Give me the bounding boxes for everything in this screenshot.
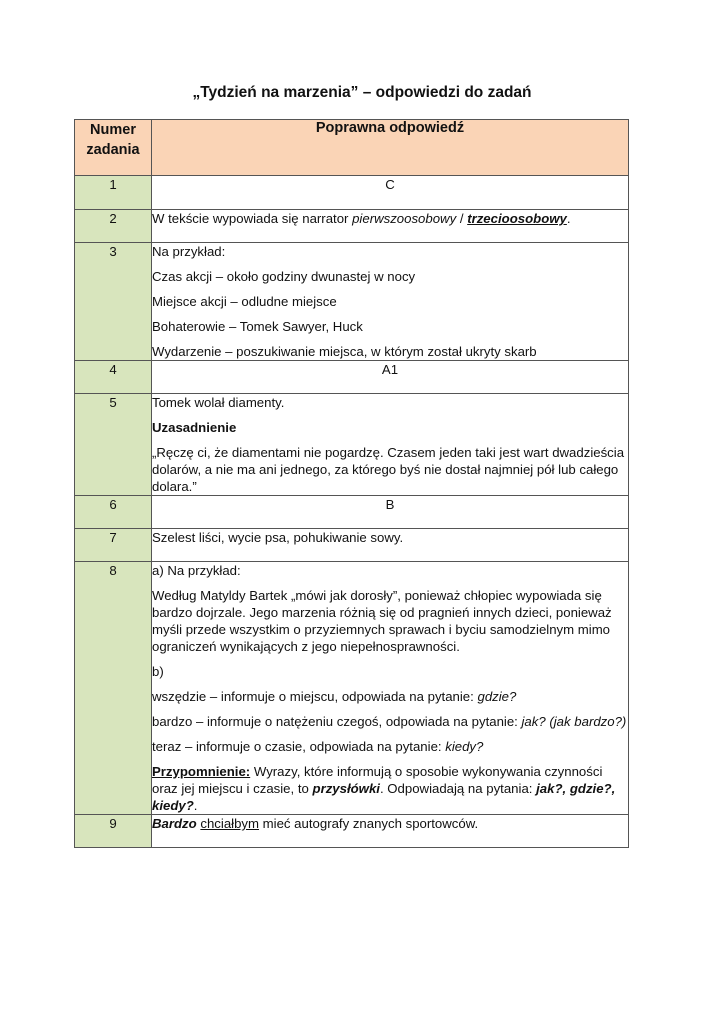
answer-line: bardzo – informuje o natężeniu czegoś, odpowiada na pytanie: jak? (jak bardzo?) [152,714,627,729]
answer-key-table [74,119,629,848]
task-number: 6 [75,496,152,529]
table-header-row [75,120,629,176]
header-answer: Poprawna odpowiedź [152,120,629,176]
answer-separator: / [456,211,468,226]
answer-word-verb: chciałbym [200,816,260,831]
answer-line: Bohaterowie – Tomek Sawyer, Huck [152,319,363,334]
task-number: 4 [75,361,152,394]
answer-line: a) Na przykład: [152,563,241,578]
answer-line: Tomek wolał diamenty. [152,395,285,410]
table-row [75,176,629,210]
task-number: 5 [75,394,152,496]
answer-option: pierwszoosobowy [352,211,457,226]
table-row [75,243,629,361]
answer-cell: Szelest liści, wycie psa, pohukiwanie sowy. [152,529,629,562]
answer-line: Miejsce akcji – odludne miejsce [152,294,337,309]
answer-cell [152,562,629,815]
answer-paragraph: Według Matyldy Bartek „mówi jak dorosły”, ponieważ chłopiec wypowiada się bardzo dojrzale. Jego marzenia różnią się od pragnień innych dzieci, ponieważ myśli przede wszystkim o przyziemnych sprawach i byciu samodzielnym mimo ograniczeń wynikających z jego niepełnosprawności. [152,588,612,654]
page-title: „Tydzień na marzenia” – odpowiedzi do zadań [192,84,532,101]
answer-line: Czas akcji – około godziny dwunastej w nocy [152,269,416,284]
answer-line: Na przykład: [152,244,226,259]
answer-line: b) [152,664,164,679]
task-number: 3 [75,243,152,361]
answer-word-adverb: Bardzo [152,816,197,831]
task-number: 8 [75,562,152,815]
answer-cell [152,243,629,361]
answer-cell [152,210,629,243]
answer-cell: A1 [152,361,629,394]
answer-line: teraz – informuje o czasie, odpowiada na pytanie: kiedy? [152,739,484,754]
answer-text-end: . [566,211,571,226]
answer-cell: C [152,176,629,210]
answer-line: wszędzie – informuje o miejscu, odpowiada na pytanie: gdzie? [152,689,517,704]
quote-text: „Ręczę ci, że diamentami nie pogardzę. Czasem jeden taki jest wart dwadzieścia dolarów, a nie ma ani jednego, za którego byś nie dostał najmniej pół lub całego dolara.” [152,445,625,494]
reminder-label: Przypomnienie: [152,764,251,779]
answer-option-selected: trzecioosobowy [467,211,567,226]
answer-line: Wydarzenie – poszukiwanie miejsca, w którym został ukryty skarb [152,344,537,359]
table-row [75,210,629,243]
task-number: 9 [75,815,152,848]
header-number: Numer zadania [75,120,152,176]
task-number: 7 [75,529,152,562]
answer-text: W tekście wypowiada się narrator [152,211,353,226]
justification-heading: Uzasadnienie [152,420,237,435]
table-row [75,361,629,394]
task-number: 2 [75,210,152,243]
answer-cell: Bardzo chciałbym mieć autografy znanych sportowców. [152,815,629,848]
table-row [75,496,629,529]
answer-cell [152,394,629,496]
table-row [75,529,629,562]
table-row [75,815,629,848]
reminder-note: Przypomnienie: Wyrazy, które informują o sposobie wykonywania czynności oraz jej miejscu i czasie, to przysłówki. Odpowiadają na pytania: jak?, gdzie?, kiedy?. [152,764,616,813]
task-number: 1 [75,176,152,210]
answer-cell: B [152,496,629,529]
table-row [75,562,629,815]
table-row [75,394,629,496]
